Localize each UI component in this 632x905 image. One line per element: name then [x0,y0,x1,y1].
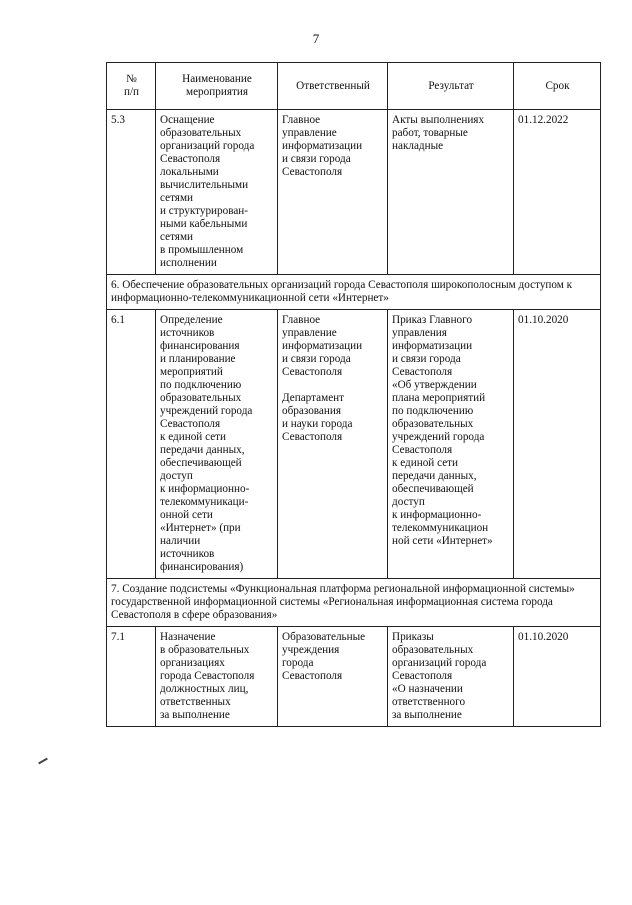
header-result-text: Результат [428,79,474,92]
row-7-1-name [156,627,278,727]
section-6-heading: 6. Обеспечение образовательных организаций города Севастополя широкополосным доступом к информационно-телекоммуникационной сети «Интернет» [107,275,601,310]
row-7-1-result-text: Приказы образовательных организаций города Севастополя «О назначении ответственного за выполнение [392,631,487,721]
row-7-1-name-text: Назначение в образовательных организациях города Севастополя должностных лиц, ответственных за выполнение [160,631,255,721]
table-row-6-1 [107,310,601,579]
row-6-1-responsible-1: Главное управление информатизации и связи города Севастополя [282,314,363,378]
header-deadline [514,63,601,110]
header-name [156,63,278,110]
row-6-1-deadline: 01.10.2020 [514,310,601,579]
row-5-3-name [156,110,278,275]
header-responsible [278,63,388,110]
row-7-1-deadline: 01.10.2020 [514,627,601,727]
row-5-3-responsible-text: Главное управление информатизации и связи города Севастополя [282,114,363,178]
header-result [388,63,514,110]
table-row-7-1 [107,627,601,727]
row-7-1-responsible [278,627,388,727]
row-6-1-name-text: Определение источников финансирования и планирование мероприятий по подключению образовательных учреждений города Севастополя к единой сети передачи данных, обеспечивающей доступ к информационно- телекоммуникаци- онной сети «Интернет» (при наличии источников финансирования) [160,314,253,573]
page-number: 7 [312,31,320,46]
row-7-1-num: 7.1 [107,627,156,727]
activities-table [106,62,601,727]
row-5-3-deadline: 01.12.2022 [514,110,601,275]
row-6-1-result [388,310,514,579]
section-7-heading: 7. Создание подсистемы «Функциональная платформа региональной информационной системы» государственной информационной системы «Региональная информационная система города Севастополя в сфере образования» [107,579,601,627]
margin-pen-mark [38,758,48,765]
row-6-1-responsible-2: Департамент образования и науки города Севастополя [282,392,353,443]
header-name-text: Наименование мероприятия [182,73,252,98]
header-responsible-text: Ответственный [296,79,370,92]
row-5-3-result-text: Акты выполнениях работ, товарные накладные [392,114,485,152]
row-6-1-name [156,310,278,579]
row-5-3-result [388,110,514,275]
row-6-1-num: 6.1 [107,310,156,579]
table-header-row [107,63,601,110]
header-num [107,63,156,110]
table-row-5-3 [107,110,601,275]
row-6-1-result-text: Приказ Главного управления информатизации и связи города Севастополя «Об утверждении плана мероприятий по подключению образовательных учреждений города Севастополя к единой сети передачи данных, обеспечивающей доступ к информационно- телекоммуникацион ной сети «Интернет» [392,314,493,547]
row-5-3-name-text: Оснащение образовательных организаций города Севастополя локальными вычислительными сетями и структурирован- ными кабельными сетями в промышленном исполнении [160,114,255,269]
section-7-row [107,579,601,627]
section-6-row [107,275,601,310]
row-5-3-responsible [278,110,388,275]
row-7-1-responsible-text: Образовательные учреждения города Севастополя [282,631,366,682]
header-num-text: № п/п [123,73,140,98]
row-5-3-num: 5.3 [107,110,156,275]
header-deadline-text: Срок [545,79,570,92]
row-6-1-responsible [278,310,388,579]
row-7-1-result [388,627,514,727]
